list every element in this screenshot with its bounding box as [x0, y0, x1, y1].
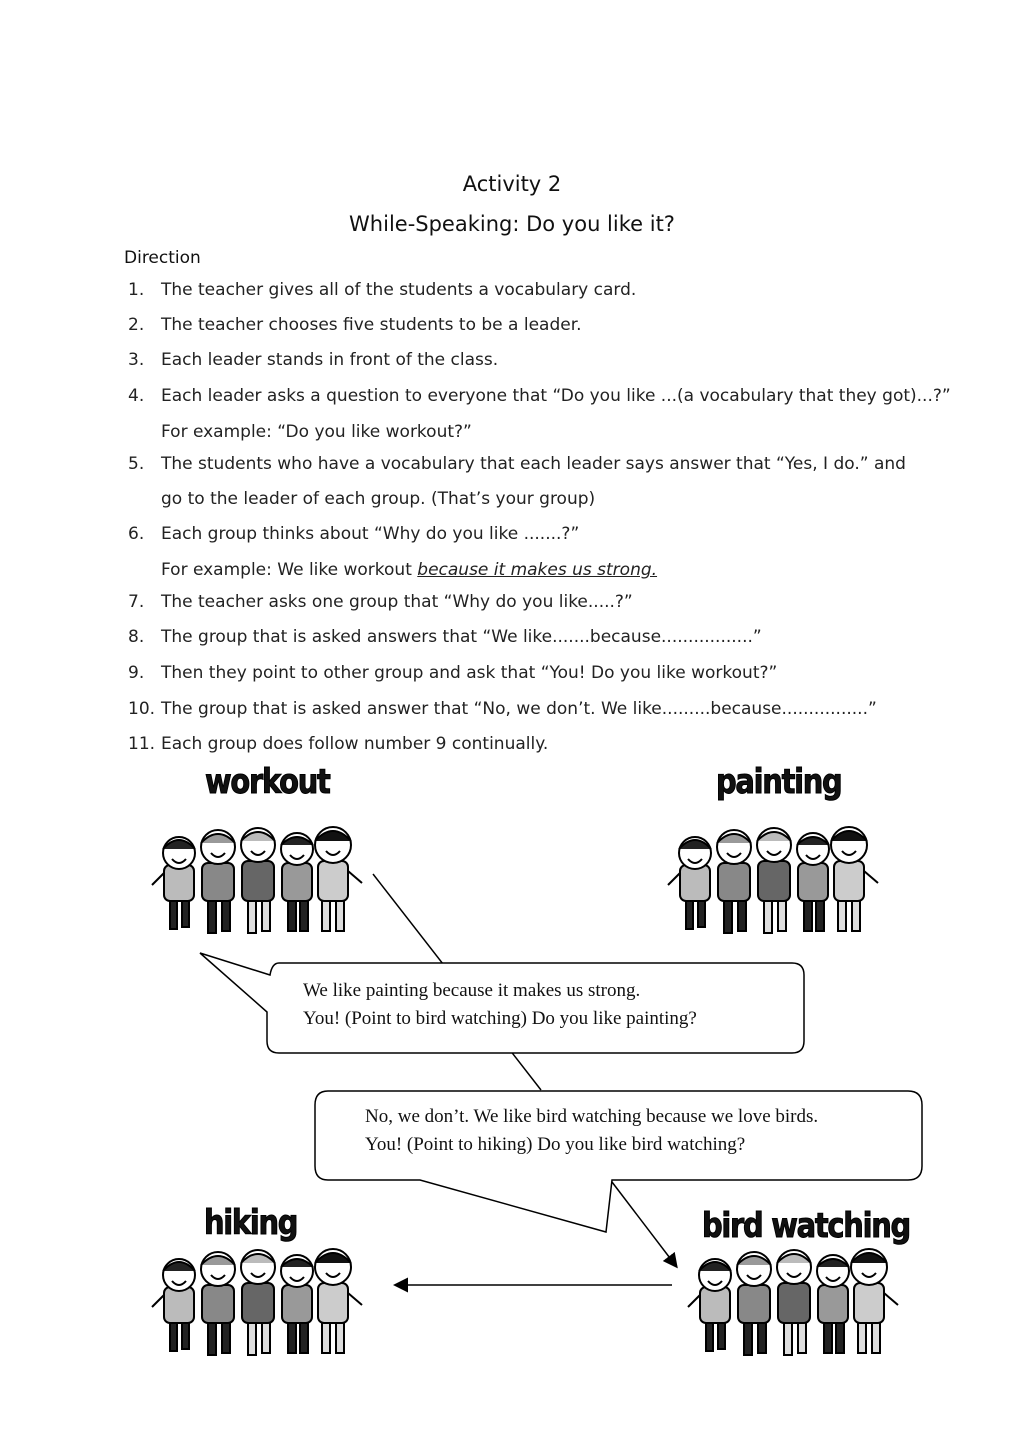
step-number: 4.	[128, 386, 145, 406]
step-text: The teacher chooses five students to be a leader.	[161, 315, 582, 335]
label-bird-watching: bird watching	[702, 1206, 910, 1246]
step-number: 2.	[128, 315, 145, 335]
activity-title: Activity 2	[462, 172, 562, 196]
direction-label: Direction	[124, 248, 201, 268]
step-text: Each group thinks about “Why do you like .......?”	[161, 524, 580, 544]
step-number: 11.	[128, 734, 156, 754]
activity-subtitle: While-Speaking: Do you like it?	[349, 212, 675, 236]
step-number: 10.	[128, 699, 156, 719]
bird-watching-group-figure	[688, 1249, 898, 1355]
bubble1-line1: We like painting because it makes us strong.	[303, 980, 641, 1001]
bubble1-line2: You! (Point to bird watching) Do you like painting?	[303, 1008, 697, 1029]
example-prefix: For example: We like workout	[161, 560, 418, 580]
hiking-group-figure	[152, 1249, 362, 1355]
step-text: Each leader stands in front of the class.	[161, 350, 499, 370]
step-number: 8.	[128, 627, 145, 647]
step-number: 7.	[128, 592, 145, 612]
step4-example: For example: “Do you like workout?”	[161, 422, 472, 442]
step-text: The teacher gives all of the students a vocabulary card.	[161, 280, 637, 300]
label-painting: painting	[716, 762, 842, 802]
step-text: Each leader asks a question to everyone that “Do you like ...(a vocabulary that they got)...?”	[161, 386, 951, 406]
step-text: The group that is asked answers that “We like.......because.................”	[161, 627, 762, 647]
step-number: 6.	[128, 524, 145, 544]
label-workout: workout	[205, 762, 330, 802]
step-text: Each group does follow number 9 continually.	[161, 734, 549, 754]
workout-group-figure	[152, 827, 362, 933]
step-text: The students who have a vocabulary that each leader says answer that “Yes, I do.” and	[161, 454, 906, 474]
step-number: 1.	[128, 280, 145, 300]
example-underlined: because it makes us strong.	[417, 560, 658, 580]
arrow-to-bird-watching	[612, 1182, 676, 1266]
painting-group-figure	[668, 827, 878, 933]
step-number: 5.	[128, 454, 145, 474]
bubble2-line2: You! (Point to hiking) Do you like bird watching?	[365, 1134, 746, 1155]
label-hiking: hiking	[204, 1203, 298, 1243]
step-text: Then they point to other group and ask that “You! Do you like workout?”	[161, 663, 778, 683]
step-text: The group that is asked answer that “No, we don’t. We like.........because................”	[161, 699, 877, 719]
step-text: The teacher asks one group that “Why do you like.....?”	[161, 592, 633, 612]
step-number: 3.	[128, 350, 145, 370]
step-number: 9.	[128, 663, 145, 683]
bubble2-line1: No, we don’t. We like bird watching because we love birds.	[365, 1106, 819, 1127]
step5-continuation: go to the leader of each group. (That’s your group)	[161, 489, 596, 509]
